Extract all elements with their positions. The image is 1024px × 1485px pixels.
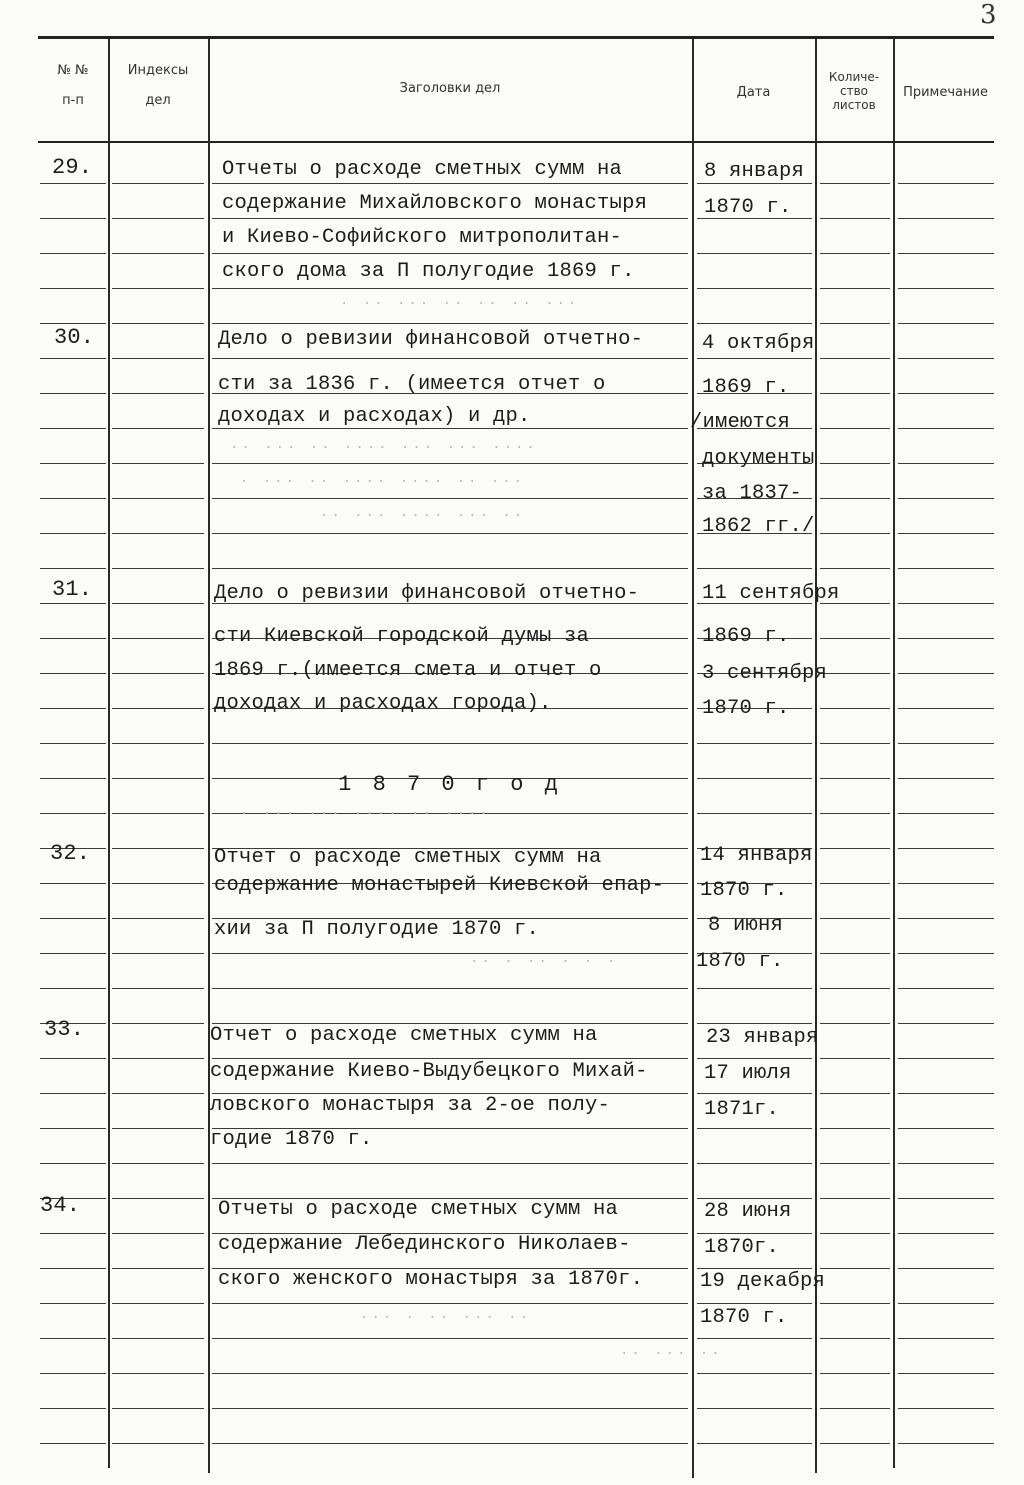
ruled-line xyxy=(112,393,204,394)
ruled-line xyxy=(820,1023,890,1024)
ruled-line xyxy=(112,1443,204,1444)
ruled-line xyxy=(112,288,204,289)
ruled-line xyxy=(212,533,688,534)
ruled-line xyxy=(697,1023,812,1024)
ruled-line xyxy=(898,1233,994,1234)
scan-noise: · ·· ··· ·· ·· ·· ··· xyxy=(340,296,580,312)
ruled-line xyxy=(212,253,688,254)
record-title-line: Отчеты о расходе сметных сумм на xyxy=(218,1198,619,1221)
ruled-line xyxy=(212,1408,688,1409)
ruled-line xyxy=(112,708,204,709)
ruled-line xyxy=(212,743,688,744)
header-note: Примечание xyxy=(903,85,988,100)
ruled-line xyxy=(820,183,890,184)
ruled-line xyxy=(212,1163,688,1164)
ruled-line xyxy=(820,1373,890,1374)
ruled-line xyxy=(898,568,994,569)
ruled-line xyxy=(820,253,890,254)
record-date-line: 8 января xyxy=(704,160,805,183)
ruled-line xyxy=(212,1338,688,1339)
record-date-line: /имеются xyxy=(690,411,791,434)
record-title-line: 1869 г.(имеется смета и отчет о xyxy=(214,659,602,682)
ruled-line xyxy=(112,778,204,779)
record-date-line: 28 июня xyxy=(704,1200,792,1223)
ruled-line xyxy=(112,883,204,884)
record-title-line: содержание Киево-Выдубецкого Михай- xyxy=(210,1060,648,1083)
record-date-line: 1869 г. xyxy=(702,625,790,648)
ruled-line xyxy=(112,428,204,429)
ruled-line xyxy=(898,253,994,254)
ruled-line xyxy=(112,183,204,184)
record-title-line: ского дома за П полугодие 1869 г. xyxy=(222,260,635,283)
ruled-line xyxy=(820,393,890,394)
ruled-line xyxy=(898,673,994,674)
scan-noise: · ··· ·· ···· ···· ·· ··· xyxy=(240,474,526,490)
record-title-line: и Киево-Софийского митрополитан- xyxy=(222,226,623,249)
ruled-line xyxy=(112,1373,204,1374)
record-date-line: 1871г. xyxy=(704,1098,780,1121)
ruled-line xyxy=(820,1443,890,1444)
ruled-line xyxy=(820,1198,890,1199)
ruled-line xyxy=(820,708,890,709)
ruled-line xyxy=(697,568,812,569)
ruled-line xyxy=(212,288,688,289)
ruled-line xyxy=(40,183,106,184)
ruled-line xyxy=(212,1303,688,1304)
scan-noise: ·· ··· ·· ···· ··· ··· ···· xyxy=(230,440,538,456)
ruled-line xyxy=(820,1408,890,1409)
ruled-line xyxy=(697,988,812,989)
ruled-line xyxy=(820,1268,890,1269)
ruled-line xyxy=(820,1163,890,1164)
ruled-line xyxy=(40,813,106,814)
ruled-line xyxy=(898,778,994,779)
ruled-line xyxy=(898,1093,994,1094)
ruled-line xyxy=(697,1198,812,1199)
record-date-line: 8 июня xyxy=(708,914,784,937)
ruled-line xyxy=(898,988,994,989)
ruled-line xyxy=(697,743,812,744)
ruled-line xyxy=(112,1093,204,1094)
ruled-line xyxy=(697,778,812,779)
ruled-line xyxy=(112,463,204,464)
ruled-line xyxy=(898,1198,994,1199)
header-bottom-border xyxy=(38,141,994,143)
ruled-line xyxy=(112,1268,204,1269)
record-date-line: 3 сентября xyxy=(702,662,828,685)
ruled-line xyxy=(40,1373,106,1374)
ruled-line xyxy=(112,953,204,954)
ruled-line xyxy=(898,1268,994,1269)
record-number: 30. xyxy=(54,325,95,350)
record-number: 33. xyxy=(44,1017,85,1042)
column-divider xyxy=(208,38,210,1473)
scan-noise: ·· · ·· · · · xyxy=(470,954,619,970)
record-title-line: Дело о ревизии финансовой отчетно- xyxy=(214,582,640,605)
ruled-line xyxy=(898,638,994,639)
ruled-line xyxy=(40,1163,106,1164)
record-title-line: содержание Михайловского монастыря xyxy=(222,192,648,215)
ruled-line xyxy=(820,848,890,849)
ruled-line xyxy=(898,533,994,534)
ruled-line xyxy=(112,1163,204,1164)
record-date-line: 1870 г. xyxy=(702,697,790,720)
ruled-line xyxy=(112,638,204,639)
ruled-line xyxy=(40,288,106,289)
record-number: 34. xyxy=(40,1193,81,1218)
ruled-line xyxy=(40,323,106,324)
ruled-line xyxy=(212,1373,688,1374)
ruled-line xyxy=(212,988,688,989)
scan-noise: ·· ··· ···· ··· ·· xyxy=(320,508,526,524)
record-date-line: 19 декабря xyxy=(700,1270,826,1293)
ruled-line xyxy=(820,218,890,219)
table-top-border xyxy=(38,36,994,39)
ruled-line xyxy=(112,918,204,919)
ruled-line xyxy=(697,1093,812,1094)
ruled-line xyxy=(898,1163,994,1164)
page-number: 3 xyxy=(980,0,997,30)
record-title-line: ского женского монастыря за 1870г. xyxy=(218,1268,644,1291)
scan-noise: ·· ··· ·· xyxy=(620,1346,723,1362)
ruled-line xyxy=(820,1233,890,1234)
ruled-line xyxy=(40,568,106,569)
ruled-line xyxy=(112,1233,204,1234)
ruled-line xyxy=(40,1303,106,1304)
ruled-line xyxy=(40,883,106,884)
ruled-line xyxy=(820,1058,890,1059)
ruled-line xyxy=(40,953,106,954)
ruled-line xyxy=(898,813,994,814)
ruled-line xyxy=(112,533,204,534)
ruled-line xyxy=(40,1408,106,1409)
ruled-line xyxy=(697,1163,812,1164)
record-title-line: Отчет о расходе сметных сумм на xyxy=(214,846,602,869)
ruled-line xyxy=(212,1443,688,1444)
ruled-line xyxy=(40,463,106,464)
ruled-line xyxy=(898,743,994,744)
ruled-line xyxy=(40,498,106,499)
header-date: Дата xyxy=(736,85,771,100)
record-date-line: 1870 г. xyxy=(700,1306,788,1329)
record-date-line: за 1837- xyxy=(702,482,803,505)
ruled-line xyxy=(112,358,204,359)
record-title-line: доходах и расходах) и др. xyxy=(218,405,531,428)
ruled-line xyxy=(40,1093,106,1094)
ruled-line xyxy=(112,1198,204,1199)
ruled-line xyxy=(898,1303,994,1304)
ruled-line xyxy=(112,813,204,814)
ruled-line xyxy=(112,568,204,569)
ruled-line xyxy=(112,743,204,744)
scan-noise: · ··· ··· ···· ·· ···· xyxy=(240,806,491,822)
ruled-line xyxy=(697,323,812,324)
ruled-line xyxy=(820,568,890,569)
ruled-line xyxy=(820,988,890,989)
record-date-line: 14 января xyxy=(700,844,813,867)
ruled-line xyxy=(112,848,204,849)
column-divider xyxy=(108,38,110,1468)
record-number: 31. xyxy=(52,577,93,602)
ruled-line xyxy=(697,1233,812,1234)
ruled-line xyxy=(697,813,812,814)
record-date-line: документы xyxy=(702,447,815,470)
ruled-line xyxy=(112,673,204,674)
ruled-line xyxy=(820,428,890,429)
record-date-line: 11 сентября xyxy=(702,582,840,605)
record-title-line: сти Киевской городской думы за xyxy=(214,625,590,648)
ruled-line xyxy=(898,1058,994,1059)
record-title-line: сти за 1836 г. (имеется отчет о xyxy=(218,373,606,396)
ruled-line xyxy=(898,1373,994,1374)
ruled-line xyxy=(697,1373,812,1374)
ruled-line xyxy=(40,428,106,429)
record-date-line: 1870 г. xyxy=(704,196,792,219)
ruled-line xyxy=(40,218,106,219)
ruled-line xyxy=(697,1128,812,1129)
ruled-line xyxy=(820,743,890,744)
ruled-line xyxy=(898,393,994,394)
ruled-line xyxy=(212,358,688,359)
ruled-line xyxy=(820,463,890,464)
ruled-line xyxy=(212,323,688,324)
ruled-line xyxy=(112,1128,204,1129)
header-index: Индексы дел xyxy=(127,63,189,108)
record-date-line: 4 октября xyxy=(702,332,815,355)
record-title-line: Отчет о расходе сметных сумм на xyxy=(210,1024,598,1047)
ruled-line xyxy=(112,1023,204,1024)
column-divider xyxy=(692,38,694,1478)
record-title-line: Дело о ревизии финансовой отчетно- xyxy=(218,328,644,351)
ruled-line xyxy=(898,953,994,954)
record-date-line: 1862 гг./ xyxy=(702,515,815,538)
ruled-line xyxy=(40,1058,106,1059)
ruled-line xyxy=(898,218,994,219)
ruled-line xyxy=(820,1128,890,1129)
ruled-line xyxy=(40,638,106,639)
record-title-line: Отчеты о расходе сметных сумм на xyxy=(222,158,623,181)
record-number: 32. xyxy=(50,841,91,866)
ruled-line xyxy=(898,883,994,884)
ruled-line xyxy=(820,323,890,324)
ruled-line xyxy=(898,463,994,464)
ruled-line xyxy=(898,1023,994,1024)
ruled-line xyxy=(820,533,890,534)
ruled-line xyxy=(212,1058,688,1059)
ruled-line xyxy=(40,708,106,709)
record-title-line: содержание монастырей Киевской епар- xyxy=(214,874,665,897)
ruled-line xyxy=(820,778,890,779)
ruled-line xyxy=(40,533,106,534)
ruled-line xyxy=(112,1303,204,1304)
record-date-line: 17 июля xyxy=(704,1062,792,1085)
ruled-line xyxy=(898,288,994,289)
record-date-line: 1869 г. xyxy=(702,376,790,399)
ruled-line xyxy=(40,358,106,359)
ruled-line xyxy=(40,603,106,604)
header-sheet-count: Количе- ство листов xyxy=(828,70,880,112)
ruled-line xyxy=(697,1443,812,1444)
ruled-line xyxy=(40,253,106,254)
ruled-line xyxy=(820,498,890,499)
ruled-line xyxy=(898,358,994,359)
ruled-line xyxy=(697,253,812,254)
column-divider xyxy=(815,38,817,1473)
ruled-line xyxy=(697,1303,812,1304)
record-date-line: 1870г. xyxy=(704,1236,780,1259)
ruled-line xyxy=(820,1303,890,1304)
record-title-line: содержание Лебединского Николаев- xyxy=(218,1233,631,1256)
ruled-line xyxy=(898,1443,994,1444)
ruled-line xyxy=(40,988,106,989)
ruled-line xyxy=(212,218,688,219)
scan-noise: ··· · ·· ··· ·· xyxy=(360,1310,532,1326)
ruled-line xyxy=(40,1128,106,1129)
ruled-line xyxy=(40,1338,106,1339)
ruled-line xyxy=(40,778,106,779)
ruled-line xyxy=(212,568,688,569)
ruled-line xyxy=(112,988,204,989)
ruled-line xyxy=(898,708,994,709)
record-date-line: 1870 г. xyxy=(700,879,788,902)
record-title-line: ловского монастыря за 2-ое полу- xyxy=(210,1094,611,1117)
year-heading: 1 8 7 0 г о д xyxy=(338,772,562,797)
ruled-line xyxy=(112,253,204,254)
ruled-line xyxy=(820,883,890,884)
ruled-line xyxy=(898,918,994,919)
ruled-line xyxy=(697,1058,812,1059)
record-date-line: 23 января xyxy=(706,1026,819,1049)
ruled-line xyxy=(697,1338,812,1339)
ruled-line xyxy=(40,673,106,674)
ruled-line xyxy=(898,1128,994,1129)
ruled-line xyxy=(40,1268,106,1269)
ruled-line xyxy=(212,183,688,184)
ruled-line xyxy=(820,638,890,639)
ruled-line xyxy=(898,498,994,499)
record-date-line: 1870 г. xyxy=(696,950,784,973)
record-title-line: годие 1870 г. xyxy=(210,1128,373,1151)
ruled-line xyxy=(820,1093,890,1094)
ruled-line xyxy=(898,323,994,324)
ruled-line xyxy=(112,603,204,604)
ruled-line xyxy=(898,183,994,184)
ruled-line xyxy=(40,393,106,394)
ruled-line xyxy=(40,918,106,919)
ruled-line xyxy=(820,953,890,954)
ruled-line xyxy=(112,1058,204,1059)
ruled-line xyxy=(40,1443,106,1444)
ruled-line xyxy=(697,1408,812,1409)
ruled-line xyxy=(112,498,204,499)
ruled-line xyxy=(212,498,688,499)
ruled-line xyxy=(820,813,890,814)
ruled-line xyxy=(898,603,994,604)
ruled-line xyxy=(112,218,204,219)
ruled-line xyxy=(898,1338,994,1339)
header-number: № № п-п xyxy=(57,63,89,108)
ruled-line xyxy=(898,1408,994,1409)
record-number: 29. xyxy=(52,155,93,180)
ruled-line xyxy=(697,1268,812,1269)
header-title: Заголовки дел xyxy=(399,81,501,96)
ruled-line xyxy=(212,463,688,464)
record-title-line: хии за П полугодие 1870 г. xyxy=(214,918,540,941)
ruled-line xyxy=(40,1233,106,1234)
ruled-line xyxy=(820,1338,890,1339)
ruled-line xyxy=(820,673,890,674)
ruled-line xyxy=(112,1408,204,1409)
record-title-line: доходах и расходах города). xyxy=(214,692,552,715)
ruled-line xyxy=(820,358,890,359)
ruled-line xyxy=(898,428,994,429)
ruled-line xyxy=(820,288,890,289)
ruled-line xyxy=(112,323,204,324)
ruled-line xyxy=(898,848,994,849)
ruled-line xyxy=(112,1338,204,1339)
column-divider xyxy=(893,38,895,1468)
ruled-line xyxy=(697,288,812,289)
ruled-line xyxy=(697,358,812,359)
ruled-line xyxy=(820,918,890,919)
ruled-line xyxy=(40,743,106,744)
